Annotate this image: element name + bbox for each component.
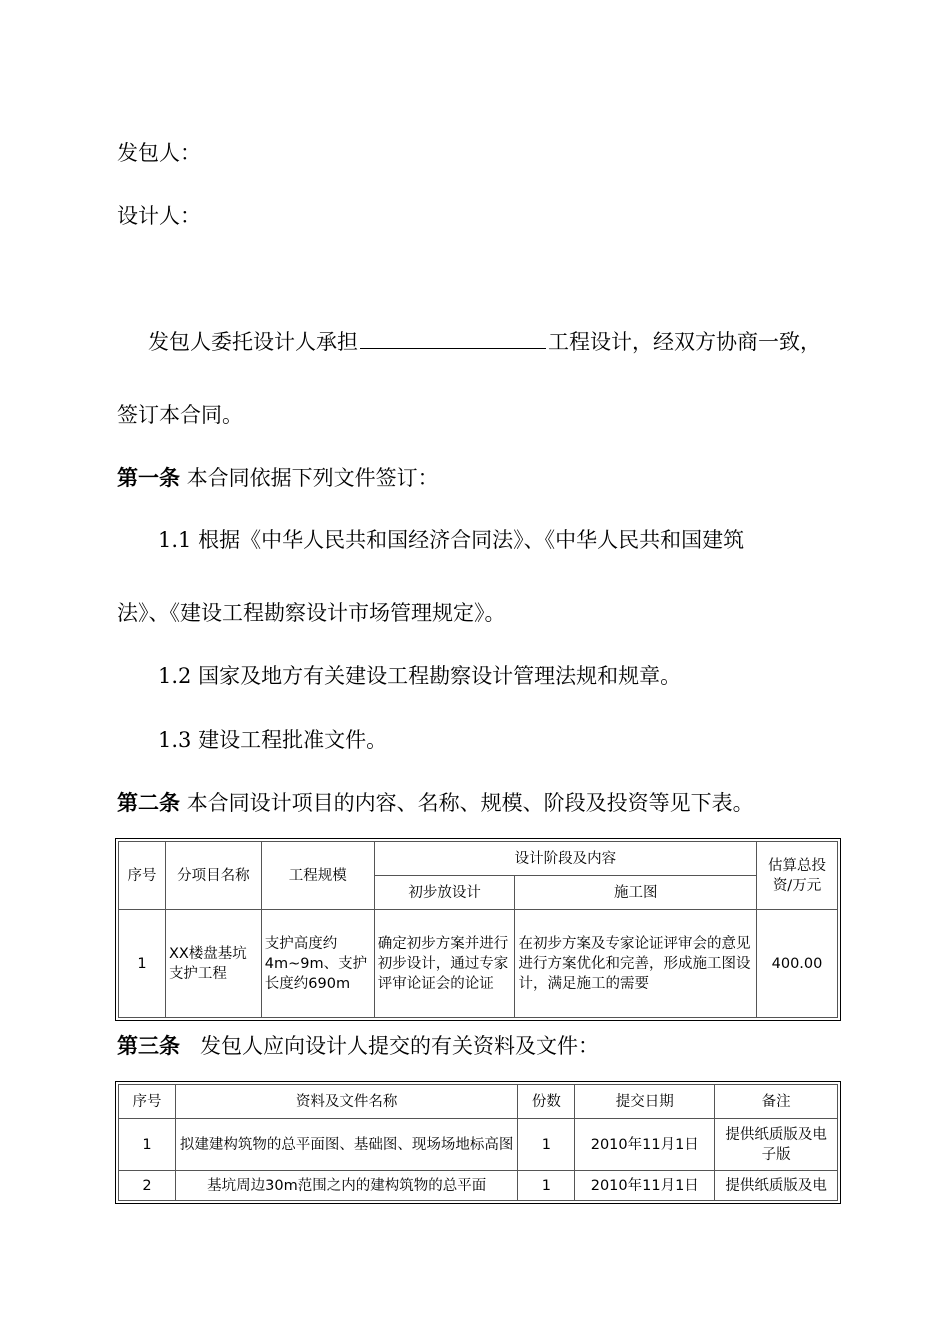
design-items-table <box>118 841 838 1018</box>
project-name-blank <box>360 328 546 349</box>
cell-note: 提供纸质版及电子版 <box>715 1119 838 1171</box>
table-row <box>119 910 838 1018</box>
article2-title: 第二条 <box>117 790 180 815</box>
article1-heading <box>117 464 439 492</box>
cell-note: 提供纸质版及电 <box>715 1171 838 1201</box>
article1-item1-a: 1.1 根据《中华人民共和国经济合同法》、《中华人民共和国建筑 <box>158 528 745 552</box>
header-construction: 施工图 <box>515 876 757 910</box>
cell-doc-name: 基坑周边30m范围之内的建构筑物的总平面 <box>175 1171 517 1201</box>
cell-no: 1 <box>119 910 166 1018</box>
header-date: 提交日期 <box>575 1085 715 1119</box>
article2-text: 本合同设计项目的内容、名称、规模、阶段及投资等见下表。 <box>186 791 754 815</box>
cell-preliminary: 确定初步方案并进行初步设计，通过专家评审论证会的论证 <box>374 910 515 1018</box>
documents-table <box>118 1084 838 1201</box>
cell-copies: 1 <box>518 1171 575 1201</box>
cell-date: 2010年11月1日 <box>575 1171 715 1201</box>
intro-text-1: 发包人委托设计人承担 <box>148 330 358 354</box>
article1-text: 本合同依据下列文件签订： <box>186 466 439 490</box>
header-doc-name: 资料及文件名称 <box>175 1085 517 1119</box>
article2-heading <box>117 789 754 817</box>
designer-label: 设计人： <box>117 204 201 228</box>
header-note: 备注 <box>715 1085 838 1119</box>
cell-scale: 支护高度约4m~9m、支护长度约690m <box>261 910 374 1018</box>
header-scale: 工程规模 <box>261 842 374 910</box>
cell-item-name: XX楼盘基坑支护工程 <box>165 910 261 1018</box>
cell-construction: 在初步方案及专家论证评审会的意见进行方案优化和完善，形成施工图设计，满足施工的需要 <box>515 910 757 1018</box>
header-item-name: 分项目名称 <box>165 842 261 910</box>
table-row <box>119 1119 838 1171</box>
header-no: 序号 <box>119 842 166 910</box>
header-no: 序号 <box>119 1085 176 1119</box>
cell-doc-name: 拟建建构筑物的总平面图、基础图、现场场地标高图 <box>175 1119 517 1171</box>
cell-date: 2010年11月1日 <box>575 1119 715 1171</box>
intro-text-2: 工程设计，经双方协商一致， <box>548 330 821 354</box>
article3-heading <box>117 1032 599 1060</box>
article1-item3: 1.3 建设工程批准文件。 <box>158 728 388 752</box>
header-copies: 份数 <box>518 1085 575 1119</box>
header-investment: 估算总投资/万元 <box>757 842 838 910</box>
intro-paragraph <box>148 328 821 356</box>
article3-text: 发包人应向设计人提交的有关资料及文件： <box>200 1034 600 1058</box>
table-row <box>119 1171 838 1201</box>
cell-no: 1 <box>119 1119 176 1171</box>
article1-title: 第一条 <box>117 465 180 490</box>
cell-no: 2 <box>119 1171 176 1201</box>
article1-item1-b: 法》、《建设工程勘察设计市场管理规定》。 <box>117 601 506 625</box>
header-design-stage: 设计阶段及内容 <box>374 842 756 876</box>
employer-label: 发包人： <box>117 141 201 165</box>
article1-item2: 1.2 国家及地方有关建设工程勘察设计管理法规和规章。 <box>158 664 682 688</box>
cell-copies: 1 <box>518 1119 575 1171</box>
cell-investment: 400.00 <box>757 910 838 1018</box>
intro-text-3: 签订本合同。 <box>117 403 243 427</box>
article3-title: 第三条 <box>117 1033 180 1058</box>
header-preliminary: 初步放设计 <box>374 876 515 910</box>
